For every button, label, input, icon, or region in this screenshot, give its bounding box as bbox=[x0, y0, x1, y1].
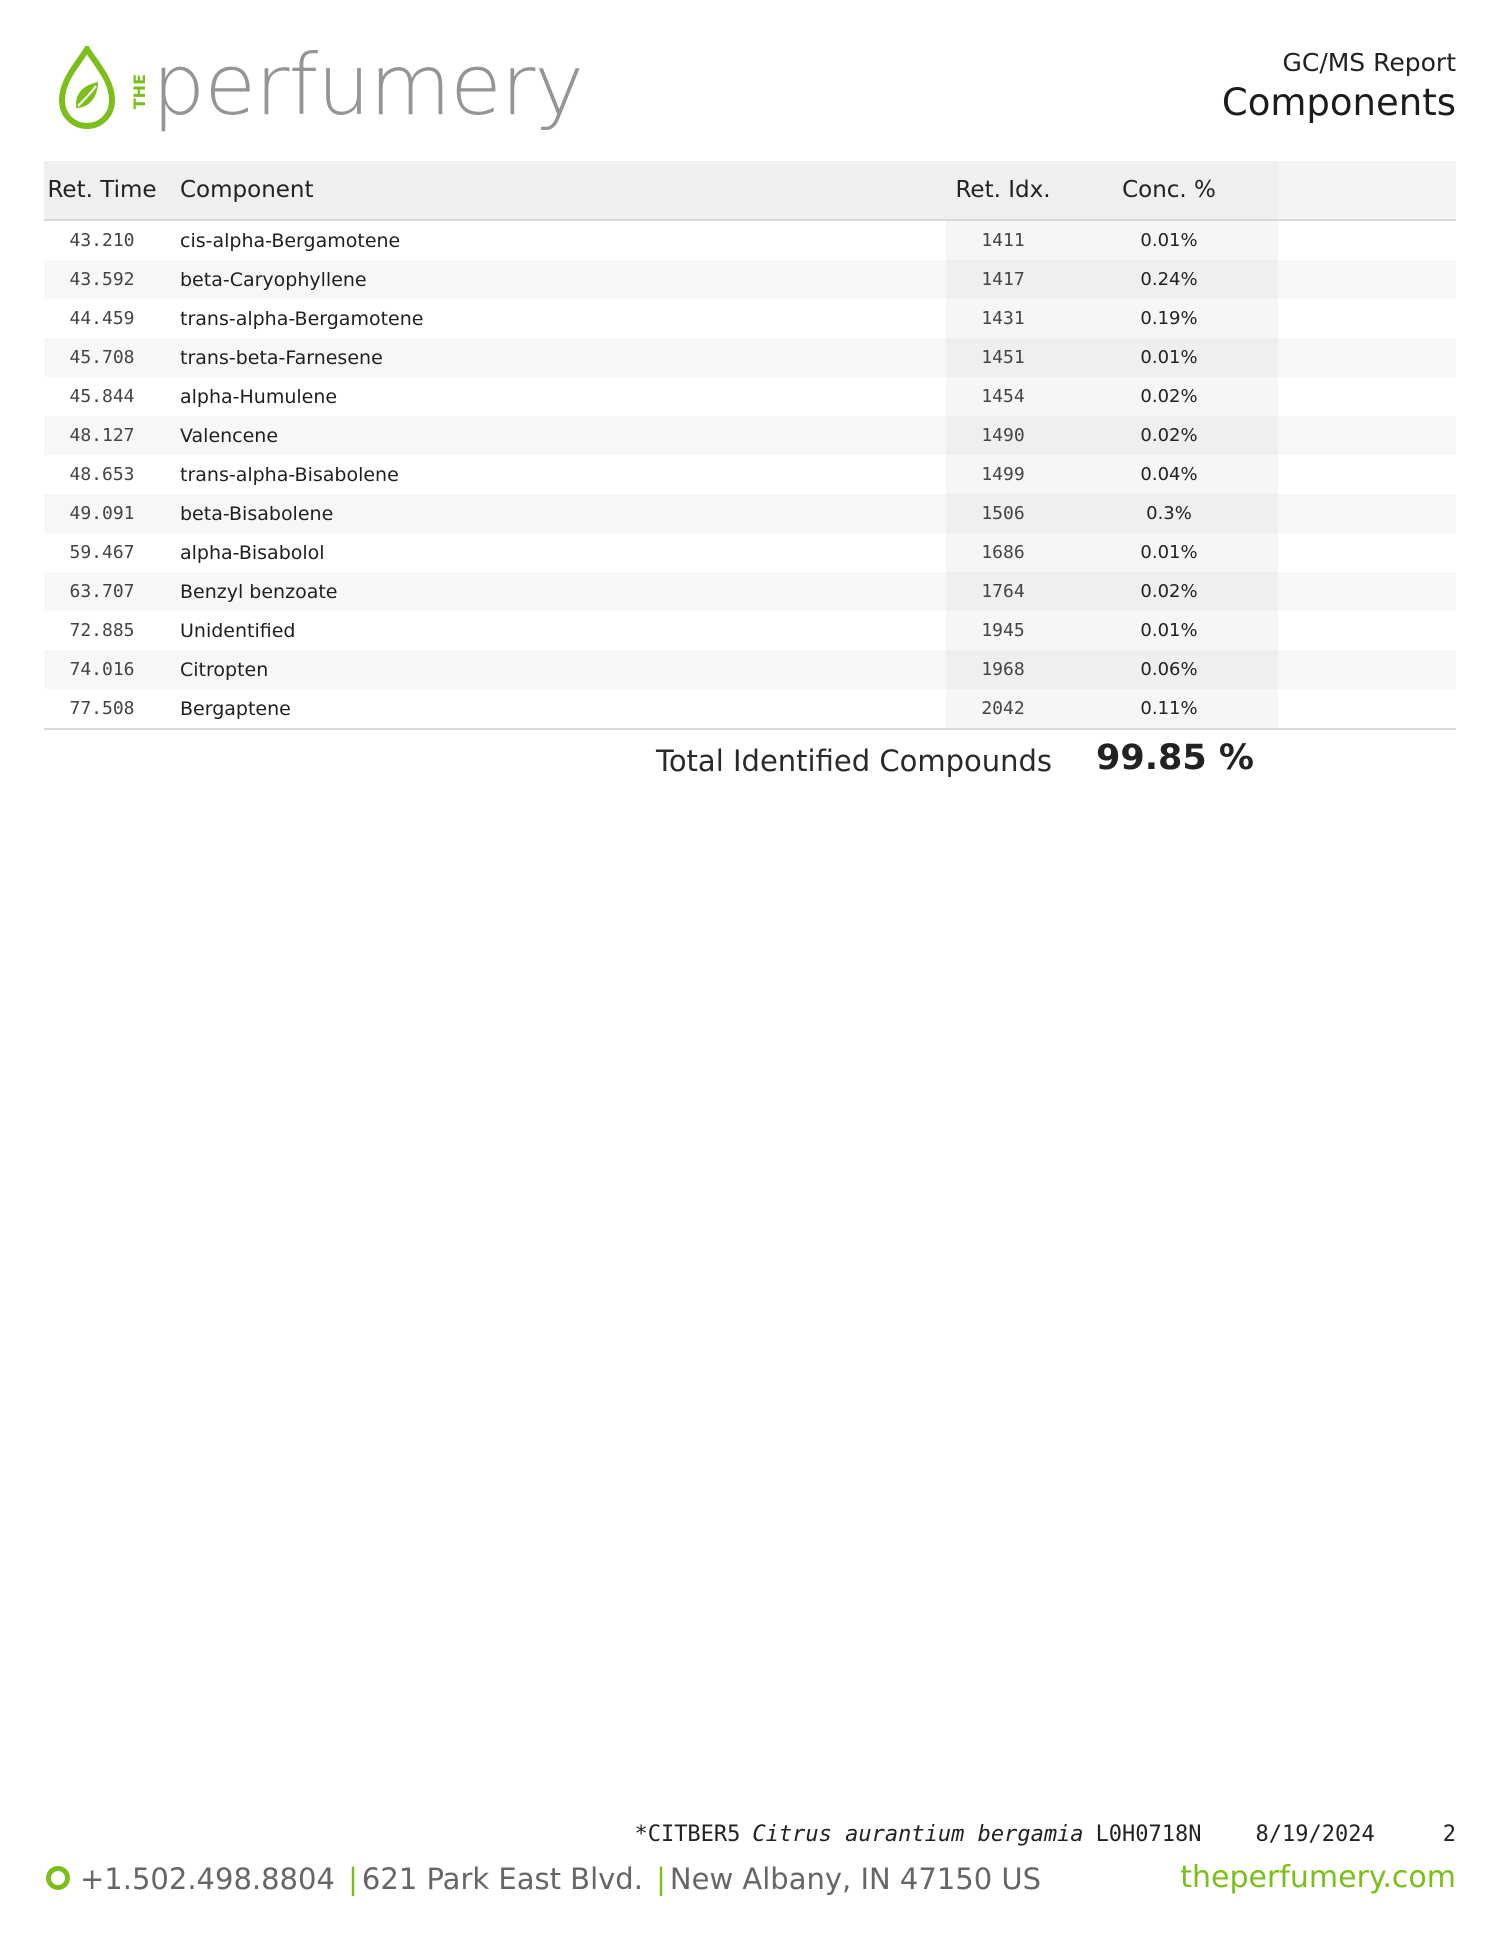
components-table bbox=[44, 161, 1456, 730]
cell-conc: 0.02% bbox=[1060, 572, 1278, 611]
cell-blank bbox=[1278, 455, 1456, 494]
lot-number: L0H0718N bbox=[1095, 1822, 1202, 1847]
separator: | bbox=[656, 1862, 666, 1896]
cell-ret-idx: 1686 bbox=[946, 533, 1060, 572]
table-row bbox=[44, 338, 1456, 377]
ring-bullet-icon bbox=[46, 1866, 70, 1890]
cell-ret-idx: 1490 bbox=[946, 416, 1060, 455]
company-logo bbox=[56, 36, 584, 136]
header-component: Component bbox=[160, 161, 946, 220]
cell-ret-idx: 1764 bbox=[946, 572, 1060, 611]
species-name: Citrus aurantium bergamia bbox=[752, 1822, 1084, 1847]
city-address: New Albany, IN 47150 US bbox=[669, 1862, 1042, 1896]
cell-component: trans-alpha-Bergamotene bbox=[160, 299, 946, 338]
cell-component: Unidentified bbox=[160, 611, 946, 650]
cell-ret-time: 45.844 bbox=[44, 377, 160, 416]
cell-ret-idx: 1451 bbox=[946, 338, 1060, 377]
total-identified bbox=[600, 738, 1360, 788]
logo-wordmark: perfumery bbox=[152, 36, 584, 134]
cell-conc: 0.01% bbox=[1060, 338, 1278, 377]
cell-component: alpha-Humulene bbox=[160, 377, 946, 416]
cell-blank bbox=[1278, 494, 1456, 533]
cell-blank bbox=[1278, 533, 1456, 572]
cell-blank bbox=[1278, 689, 1456, 729]
page-number: 2 bbox=[1442, 1822, 1456, 1847]
table-row bbox=[44, 650, 1456, 689]
cell-ret-idx: 1945 bbox=[946, 611, 1060, 650]
cell-blank bbox=[1278, 377, 1456, 416]
table-row bbox=[44, 299, 1456, 338]
cell-ret-time: 45.708 bbox=[44, 338, 160, 377]
table-row bbox=[44, 260, 1456, 299]
table-row bbox=[44, 416, 1456, 455]
cell-ret-idx: 1431 bbox=[946, 299, 1060, 338]
cell-ret-time: 48.653 bbox=[44, 455, 160, 494]
cell-component: Benzyl benzoate bbox=[160, 572, 946, 611]
header-ret-time: Ret. Time bbox=[44, 161, 160, 220]
cell-ret-idx: 1454 bbox=[946, 377, 1060, 416]
table-row bbox=[44, 572, 1456, 611]
product-code: *CITBER5 bbox=[634, 1822, 741, 1847]
cell-ret-time: 77.508 bbox=[44, 689, 160, 729]
cell-conc: 0.01% bbox=[1060, 533, 1278, 572]
separator: | bbox=[348, 1862, 358, 1896]
cell-ret-idx: 1411 bbox=[946, 220, 1060, 260]
cell-component: beta-Bisabolene bbox=[160, 494, 946, 533]
cell-blank bbox=[1278, 299, 1456, 338]
cell-ret-idx: 1499 bbox=[946, 455, 1060, 494]
cell-conc: 0.3% bbox=[1060, 494, 1278, 533]
cell-ret-idx: 2042 bbox=[946, 689, 1060, 729]
cell-component: alpha-Bisabolol bbox=[160, 533, 946, 572]
header-ret-idx: Ret. Idx. bbox=[946, 161, 1060, 220]
cell-component: cis-alpha-Bergamotene bbox=[160, 220, 946, 260]
cell-ret-idx: 1506 bbox=[946, 494, 1060, 533]
cell-conc: 0.04% bbox=[1060, 455, 1278, 494]
cell-blank bbox=[1278, 338, 1456, 377]
cell-component: Citropten bbox=[160, 650, 946, 689]
cell-ret-time: 44.459 bbox=[44, 299, 160, 338]
cell-ret-idx: 1417 bbox=[946, 260, 1060, 299]
cell-blank bbox=[1278, 572, 1456, 611]
cell-conc: 0.02% bbox=[1060, 377, 1278, 416]
total-label: Total Identified Compounds bbox=[656, 744, 1052, 778]
table-row bbox=[44, 377, 1456, 416]
cell-component: Bergaptene bbox=[160, 689, 946, 729]
cell-component: trans-beta-Farnesene bbox=[160, 338, 946, 377]
cell-ret-time: 43.592 bbox=[44, 260, 160, 299]
cell-conc: 0.19% bbox=[1060, 299, 1278, 338]
cell-component: Valencene bbox=[160, 416, 946, 455]
total-value: 99.85 % bbox=[1096, 738, 1254, 778]
cell-conc: 0.01% bbox=[1060, 611, 1278, 650]
table-row bbox=[44, 689, 1456, 729]
cell-ret-time: 59.467 bbox=[44, 533, 160, 572]
table-row bbox=[44, 455, 1456, 494]
header-conc: Conc. % bbox=[1060, 161, 1278, 220]
leaf-drop-icon bbox=[56, 46, 118, 130]
report-date: 8/19/2024 bbox=[1255, 1822, 1375, 1847]
cell-blank bbox=[1278, 416, 1456, 455]
cell-ret-time: 72.885 bbox=[44, 611, 160, 650]
table-header-row bbox=[44, 161, 1456, 220]
cell-blank bbox=[1278, 260, 1456, 299]
table-row bbox=[44, 220, 1456, 260]
cell-ret-time: 63.707 bbox=[44, 572, 160, 611]
cell-blank bbox=[1278, 611, 1456, 650]
cell-ret-time: 49.091 bbox=[44, 494, 160, 533]
cell-blank bbox=[1278, 650, 1456, 689]
report-heading: Components bbox=[1221, 81, 1456, 124]
cell-component: trans-alpha-Bisabolene bbox=[160, 455, 946, 494]
table-row bbox=[44, 533, 1456, 572]
street-address: 621 Park East Blvd. bbox=[361, 1862, 643, 1896]
cell-ret-time: 48.127 bbox=[44, 416, 160, 455]
report-title bbox=[1222, 48, 1456, 124]
cell-conc: 0.02% bbox=[1060, 416, 1278, 455]
table-row bbox=[44, 494, 1456, 533]
logo-the-letters: THE bbox=[130, 74, 149, 110]
cell-conc: 0.06% bbox=[1060, 650, 1278, 689]
components-table-container bbox=[44, 161, 1456, 730]
contact-info bbox=[46, 1862, 1041, 1896]
cell-conc: 0.11% bbox=[1060, 689, 1278, 729]
website-link[interactable]: theperfumery.com bbox=[1180, 1860, 1456, 1895]
phone-number: +1.502.498.8804 bbox=[80, 1862, 335, 1896]
cell-conc: 0.24% bbox=[1060, 260, 1278, 299]
logo-the-text bbox=[130, 74, 148, 134]
report-subtitle: GC/MS Report bbox=[1282, 48, 1456, 77]
cell-ret-idx: 1968 bbox=[946, 650, 1060, 689]
cell-component: beta-Caryophyllene bbox=[160, 260, 946, 299]
sample-info-line bbox=[634, 1822, 1456, 1847]
cell-conc: 0.01% bbox=[1060, 220, 1278, 260]
cell-ret-time: 74.016 bbox=[44, 650, 160, 689]
cell-ret-time: 43.210 bbox=[44, 220, 160, 260]
header-blank bbox=[1278, 161, 1456, 220]
table-row bbox=[44, 611, 1456, 650]
cell-blank bbox=[1278, 220, 1456, 260]
